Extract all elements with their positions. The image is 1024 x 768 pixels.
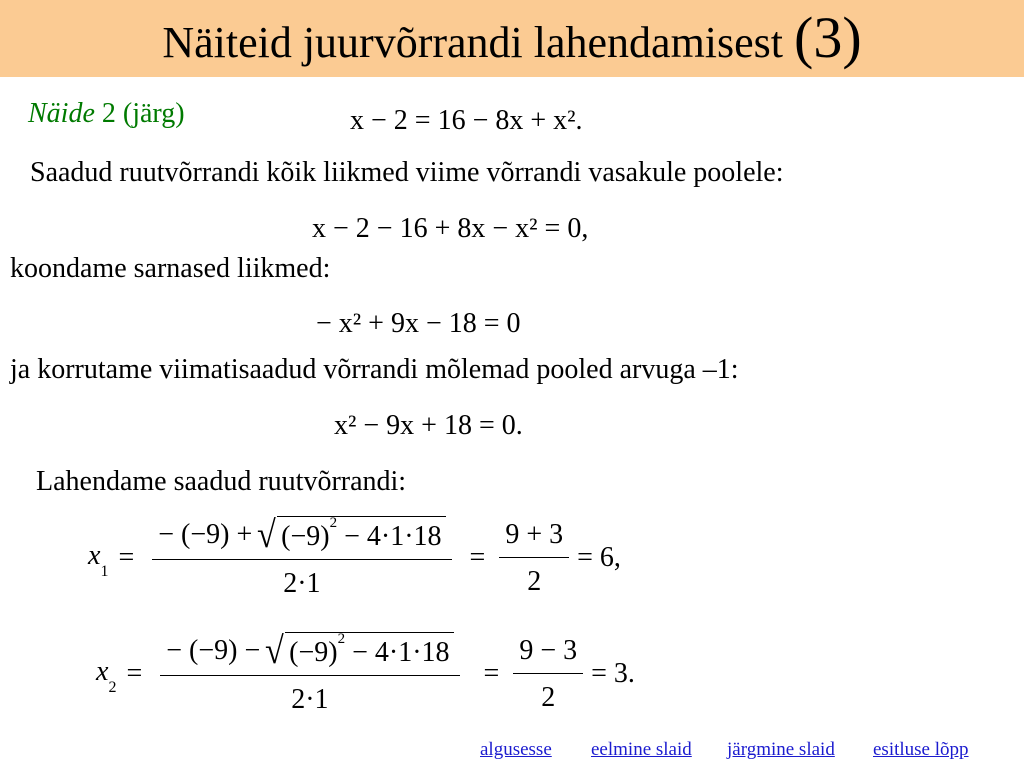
nav-prev-link-wrap — [591, 738, 692, 762]
radicand: $(-9)^2 - 4\cdot 1\cdot 18$ — [277, 516, 445, 553]
page-title — [0, 5, 1024, 71]
text-line-1: Saadud ruutvõrrandi kõik liikmed viime võrrandi vasakule poolele: — [30, 157, 784, 188]
nav-next-link[interactable]: järgmine slaid — [727, 739, 835, 760]
nav-start-link-wrap — [480, 738, 552, 762]
solution-result: = 3. — [591, 658, 635, 689]
text-line-2: koondame sarnased liikmed: — [10, 253, 331, 284]
solution-x2 — [96, 629, 635, 716]
radical-sign: √ — [257, 513, 277, 556]
simplified-fraction — [499, 519, 569, 598]
solution-x1 — [88, 513, 621, 600]
example-label-rest: 2 (järg) — [94, 98, 185, 129]
equation-4: x² − 9x + 18 = 0. — [334, 410, 523, 441]
simplified-denominator: 2 — [541, 681, 556, 713]
equation-3: − x² + 9x − 18 = 0 — [316, 308, 521, 339]
solution-result: = 6, — [577, 542, 621, 573]
title-text: Näiteid juurvõrrandi lahendamisest — [162, 18, 784, 67]
nav-end-link[interactable]: esitluse lõpp — [873, 739, 969, 760]
square-root — [256, 513, 445, 556]
square-root — [264, 629, 453, 672]
equation-2: x − 2 − 16 + 8x − x² = 0, — [312, 213, 589, 244]
quadratic-fraction — [152, 513, 451, 600]
equals-sign: = — [126, 658, 143, 689]
text-line-4: Lahendame saadud ruutvõrrandi: — [36, 466, 407, 497]
simplified-denominator: 2 — [527, 565, 542, 597]
equation-1: x − 2 = 16 − 8x + x². — [350, 105, 583, 136]
fraction-denominator: 2·1 — [291, 684, 329, 715]
radical-sign: √ — [265, 629, 285, 672]
title-number: (3) — [794, 5, 862, 70]
radicand: $(-9)^2 - 4\cdot 1\cdot 18$ — [285, 632, 453, 669]
fraction-denominator: 2·1 — [283, 568, 321, 599]
solution-var: $x_2$ — [96, 656, 117, 696]
nav-prev-link[interactable]: eelmine slaid — [591, 739, 692, 760]
example-label-italic: Näide — [28, 98, 95, 129]
fraction-numerator — [152, 513, 451, 560]
nav-start-link[interactable]: algusesse — [480, 739, 552, 760]
quadratic-fraction — [160, 629, 459, 716]
nav-end-link-wrap — [873, 738, 969, 762]
equals-sign: = — [483, 658, 500, 689]
simplified-numerator: 9 + 3 — [499, 519, 569, 558]
nav-next-link-wrap — [727, 738, 835, 762]
simplified-numerator: 9 − 3 — [513, 635, 583, 674]
example-label — [28, 97, 185, 131]
equals-sign: = — [118, 542, 135, 573]
numerator-prefix: − (−9) + — [158, 518, 253, 550]
solution-var: $x_1$ — [88, 540, 109, 580]
numerator-prefix: − (−9) − — [166, 634, 261, 666]
simplified-fraction — [513, 635, 583, 714]
text-line-3: ja korrutame viimatisaadud võrrandi mõlemad pooled arvuga –1: — [10, 354, 739, 385]
fraction-numerator — [160, 629, 459, 676]
equals-sign: = — [469, 542, 486, 573]
